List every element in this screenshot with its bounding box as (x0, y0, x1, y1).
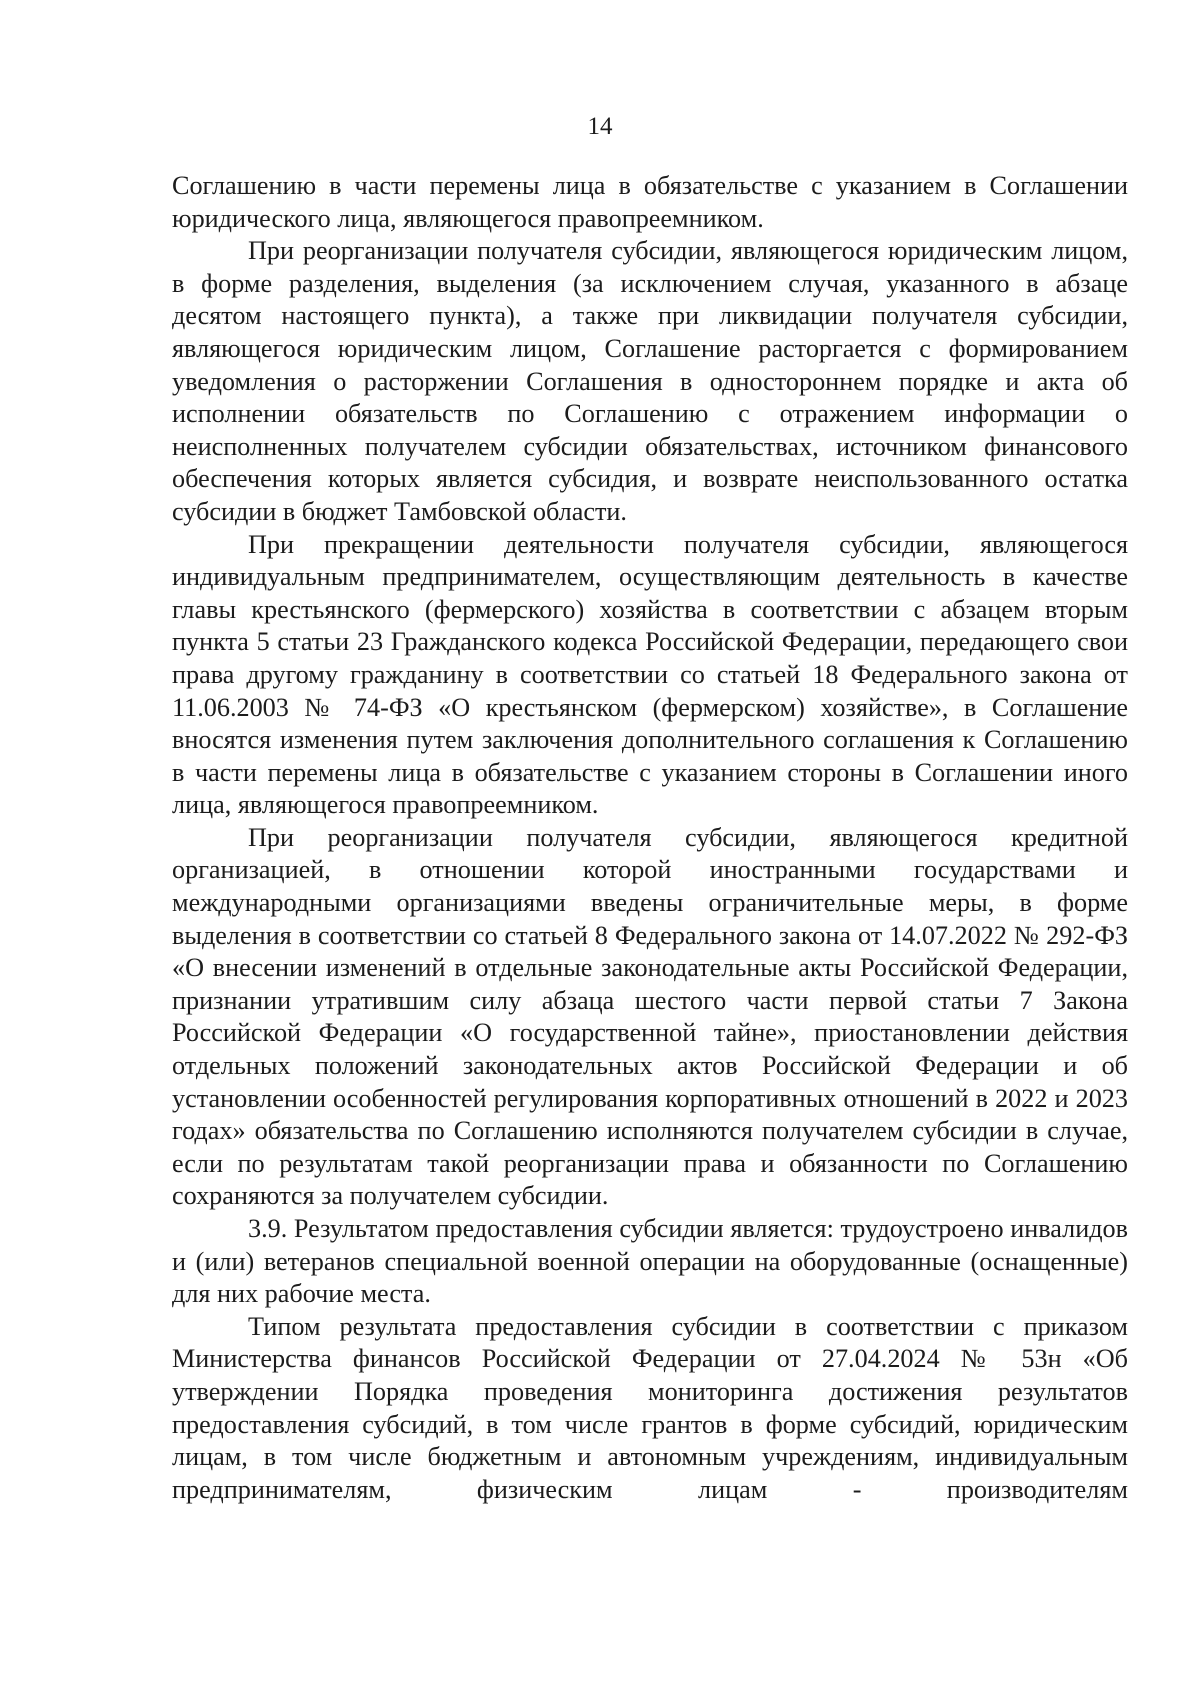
document-body (172, 170, 1128, 1506)
paragraph-result-type: Типом результата предоставления субсидии в соответствии с приказом Министерства финансов Российской Федерации от 27.04.2024 № 53н «Об утверждении Порядка проведения мониторинга достижения результатов предоставления субсидий, в том числе грантов в форме субсидий, юридическим лицам, в том числе бюджетным и автономным учреждениям, индивидуальным предпринимателям, физическим лицам - производителям (172, 1311, 1128, 1504)
paragraph-farm-head-termination: При прекращении деятельности получателя субсидии, являющегося индивидуальным предпринимателем, осуществляющим деятельность в качестве главы крестьянского (фермерского) хозяйства в соответствии с абзацем вторым пункта 5 статьи 23 Гражданского кодекса Российской Федерации, передающего свои права другому гражданину в соответствии со статьей 18 Федерального закона от 11.06.2003 № 74-ФЗ «О крестьянском (фермерском) хозяйстве», в Соглашение вносятся изменения путем заключения дополнительного соглашения к Соглашению в части перемены лица в обязательстве с указанием стороны в Соглашении иного лица, являющегося правопреемником. (172, 529, 1128, 820)
paragraph-subsidy-result: 3.9. Результатом предоставления субсидии является: трудоустроено инвалидов и (или) ветеранов специальной военной операции на оборудованные (оснащенные) для них рабочие места. (172, 1214, 1128, 1309)
paragraph-credit-organization: При реорганизации получателя субсидии, являющегося кредитной организацией, в отношении которой иностранными государствами и международными организациями введены ограничительные меры, в форме выделения в соответствии со статьей 8 Федерального закона от 14.07.2022 № 292-ФЗ «О внесении изменений в отдельные законодательные акты Российской Федерации, признании утратившим силу абзаца шестого части первой статьи 7 Закона Российской Федерации «О государственной тайне», приостановлении действия отдельных положений законодательных актов Российской Федерации и об установлении особенностей регулирования корпоративных отношений в 2022 и 2023 годах» обязательства по Соглашению исполняются получателем субсидии в случае, если по результатам такой реорганизации права и обязанности по Соглашению сохраняются за получателем субсидии. (172, 822, 1128, 1211)
paragraph-reorganization-legal-entity: При реорганизации получателя субсидии, являющегося юридическим лицом, в форме разделения, выделения (за исключением случая, указанного в абзаце десятом настоящего пункта), а также при ликвидации получателя субсидии, являющегося юридическим лицом, Соглашение расторгается с формированием уведомления о расторжении Соглашения в одностороннем порядке и акта об исполнении обязательств по Соглашению с отражением информации о неисполненных получателем субсидии обязательствах, источником финансового обеспечения которых является субсидия, и возврате неиспользованного остатка субсидии в бюджет Тамбовской области. (172, 236, 1128, 526)
paragraph-continuation: Соглашению в части перемены лица в обязательстве с указанием в Соглашении юридического лица, являющегося правопреемником. (172, 171, 1128, 233)
page-number: 14 (587, 113, 613, 140)
